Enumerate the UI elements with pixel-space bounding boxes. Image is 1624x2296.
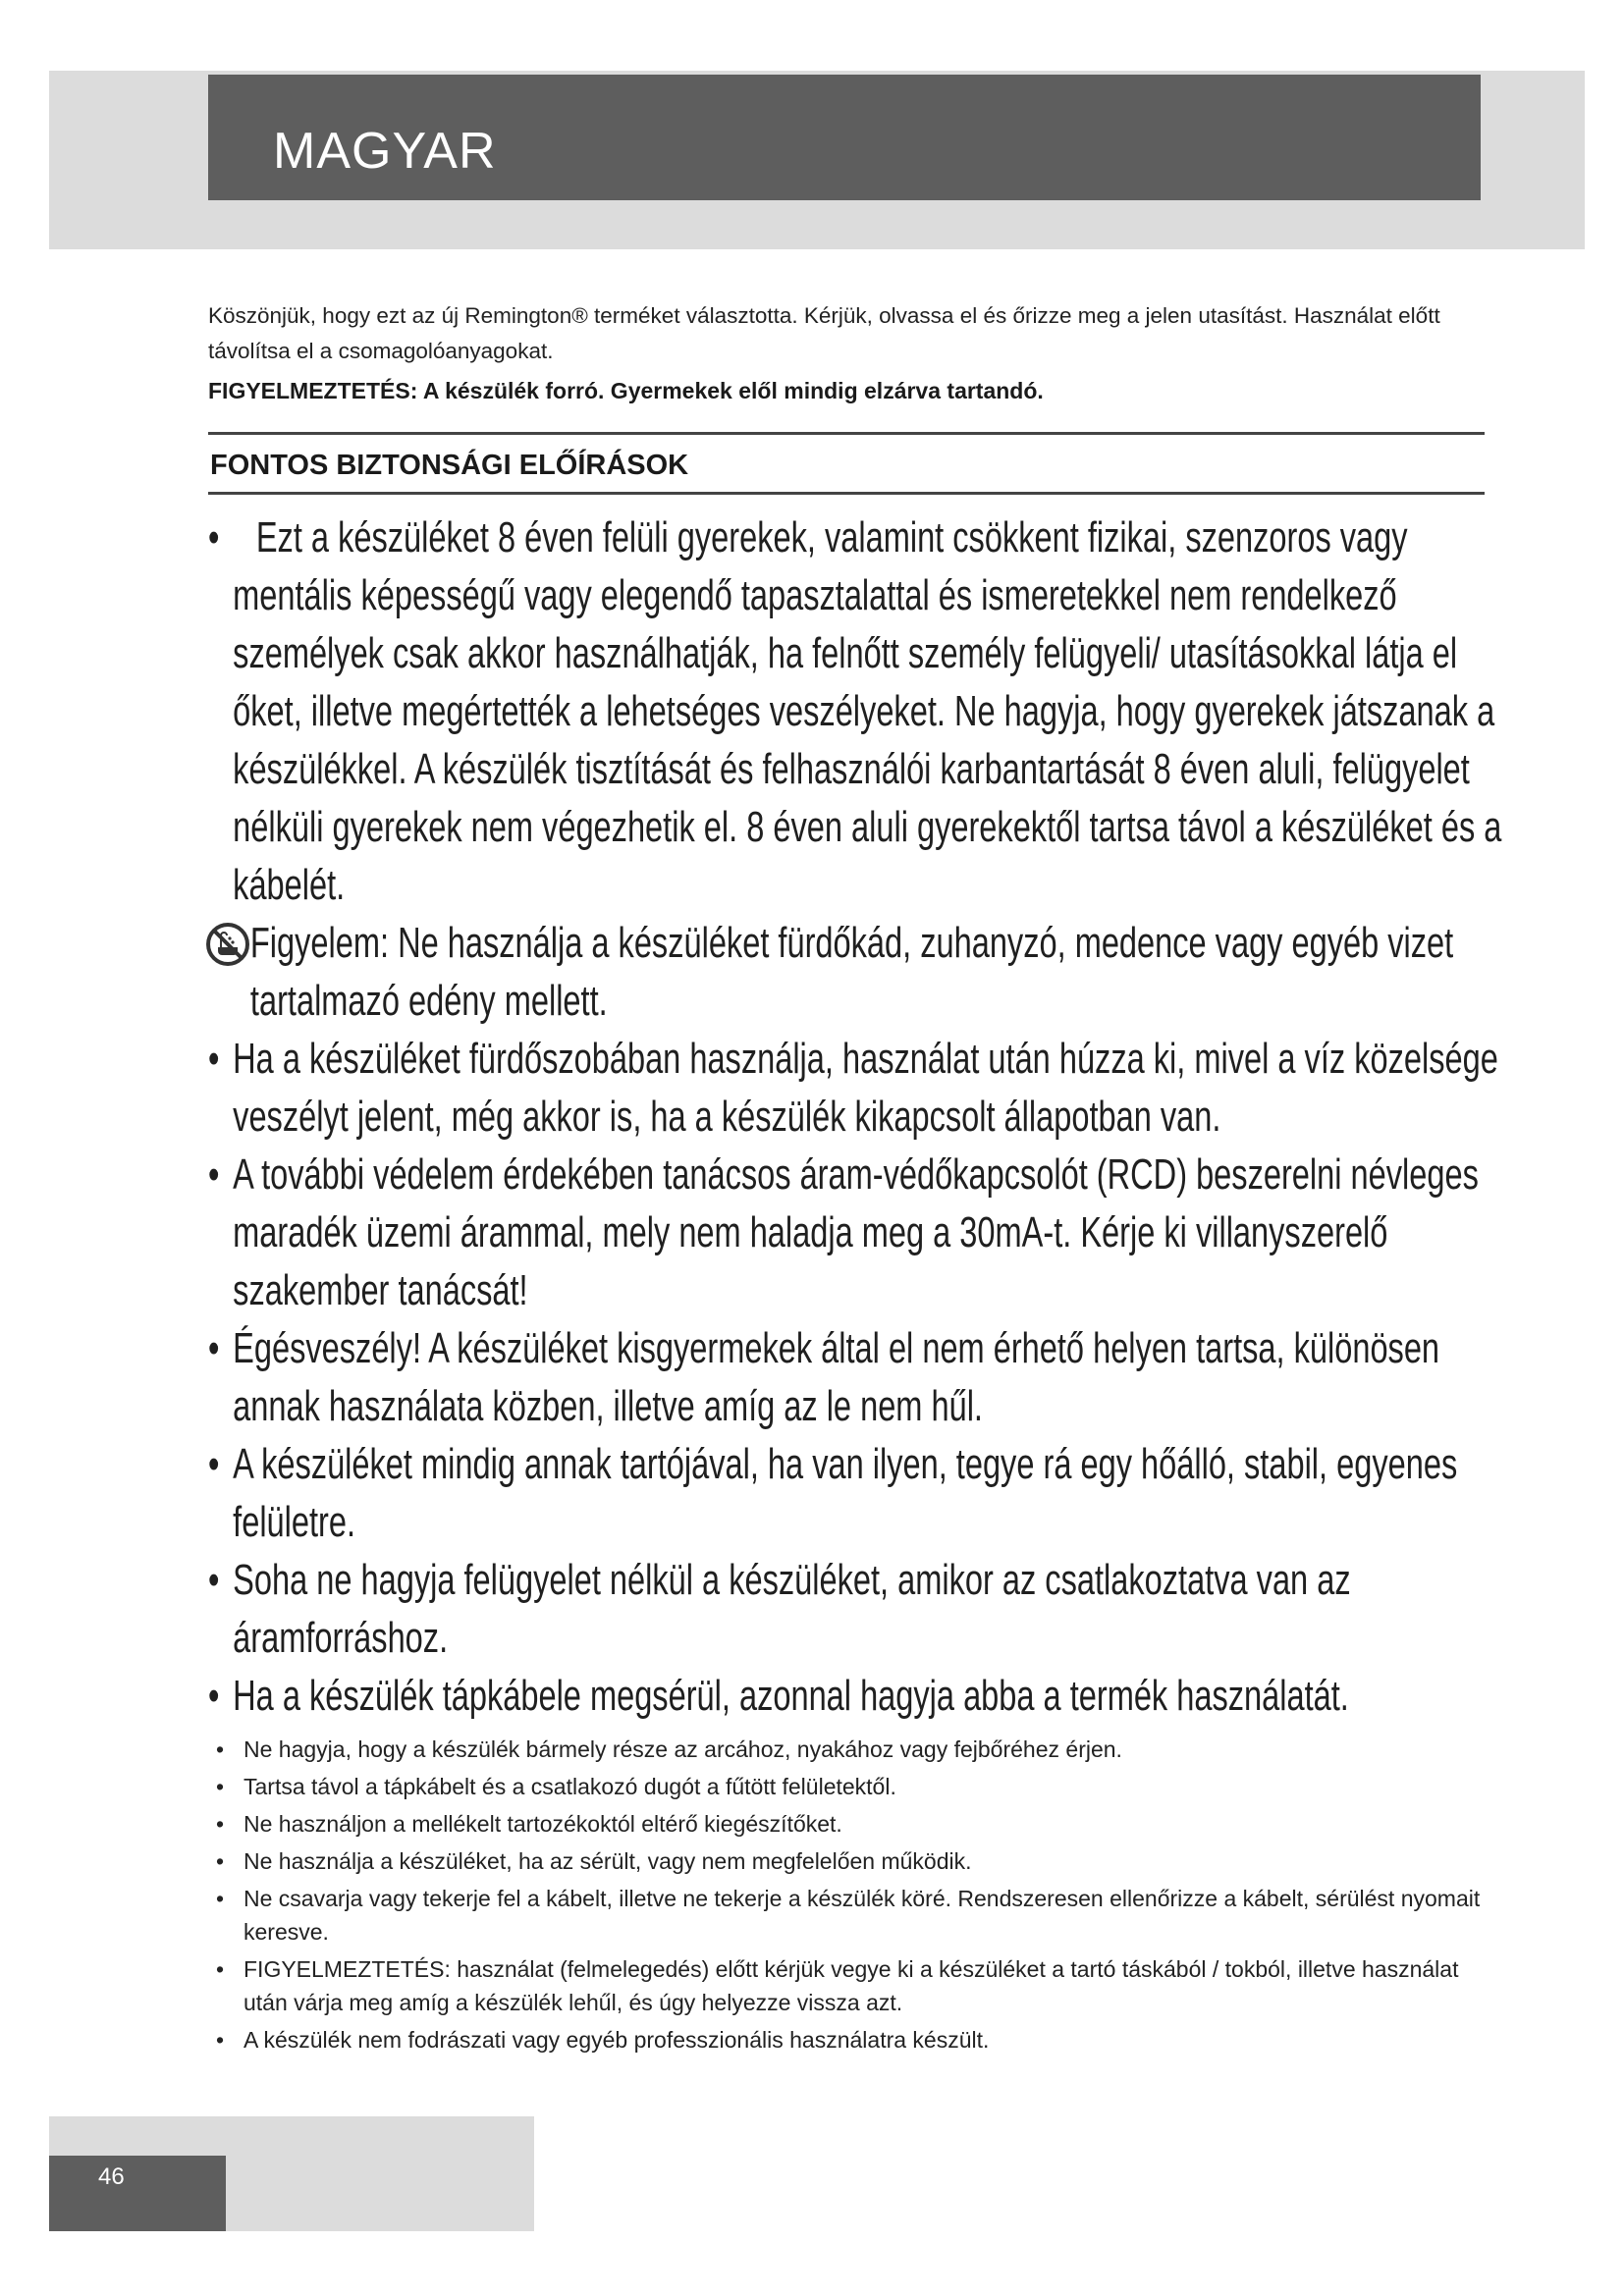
list-item: [208, 1807, 1485, 1841]
page-number: 46: [98, 2163, 125, 2190]
page-title: MAGYAR: [273, 123, 497, 180]
list-item-text: Égésveszély! A készüléket kisgyermekek által el nem érhető helyen tartsa, különösen annak használata közben, illetve amíg az le nem hűl.: [233, 1324, 1440, 1430]
list-item: [208, 1030, 1534, 1146]
list-item-text: A további védelem érdekében tanácsos áram-védőkapcsolót (RCD) beszerelni névleges maradék üzemi árammal, mely nem haladja meg a 30mA-t. Kérje ki villanyszerelő szakember tanácsát!: [233, 1150, 1479, 1314]
list-item: [208, 1551, 1534, 1667]
bullet: •: [216, 1736, 225, 1762]
list-item-text: A készüléket mindig annak tartójával, ha van ilyen, tegye rá egy hőálló, stabil, egyenes felületre.: [233, 1440, 1458, 1546]
bullet: •: [208, 1324, 220, 1372]
no-bath-water-icon: [205, 922, 250, 967]
list-item-text: Ha a készülék tápkábele megsérül, azonnal hagyja abba a termék használatát.: [233, 1672, 1349, 1720]
list-item: [208, 1667, 1534, 1725]
bullet: •: [216, 1811, 225, 1837]
list-item-text: Ha a készüléket fürdőszobában használja, használat után húzza ki, mivel a víz közelsége veszélyt jelent, még akkor is, ha a készülék kikapcsolt állapotban van.: [233, 1035, 1498, 1141]
list-item-text: FIGYELMEZTETÉS: használat (felmelegedés) előtt kérjük vegye ki a készüléket a tartó táskából / tokból, illetve használat után várja meg amíg a készülék lehűl, és úgy helyezze vissza azt.: [244, 1956, 1459, 2015]
safety-list-small: [208, 1733, 1485, 2056]
bullet: •: [208, 1440, 220, 1488]
water-warning-text: Figyelem: Ne használja a készüléket fürdőkád, zuhanyzó, medence vagy egyéb vizet tartalmazó edény mellett.: [249, 919, 1454, 1025]
list-item: [208, 1770, 1485, 1803]
list-item-text: Ezt a készüléket 8 éven felüli gyerekek, valamint csökkent fizikai, szenzoros vagy mentális képességű vagy elegendő tapasztalattal és ismeretekkel nem rendelkező személyek csak akkor használhatják, ha felnőtt személy felügyeli/ utasításokkal látja el őket, illetve megértették a lehetséges veszélyeket. Ne hagyja, hogy gyerekek játszanak a készülékkel. A készülék tisztítását és felhasználói karbantartását 8 éven aluli, felügyelet nélküli gyerekek nem végezhetik el. 8 éven aluli gyerekektől tartsa távol a készüléket és a kábelét.: [233, 513, 1502, 909]
list-item: [208, 1952, 1485, 2019]
bullet: •: [208, 1150, 220, 1199]
bullet: •: [208, 1556, 220, 1604]
list-item-text: Ne használja a készüléket, ha az sérült, vagy nem megfelelően működik.: [244, 1848, 972, 1874]
section-title: FONTOS BIZTONSÁGI ELŐÍRÁSOK: [210, 450, 689, 481]
footer-page-box: [49, 2156, 226, 2231]
list-item-text: Soha ne hagyja felügyelet nélkül a készüléket, amikor az csatlakoztatva van az áramforráshoz.: [233, 1556, 1351, 1662]
list-item-text: Ne hagyja, hogy a készülék bármely része az arcához, nyakához vagy fejbőréhez érjen.: [244, 1736, 1122, 1762]
bullet: •: [208, 513, 220, 561]
bullet: •: [208, 1672, 220, 1720]
intro-warning: FIGYELMEZTETÉS: A készülék forró. Gyermekek elől mindig elzárva tartandó.: [208, 378, 1044, 403]
section-divider-bottom: [208, 492, 1485, 495]
bullet: •: [216, 1848, 225, 1874]
bullet: •: [216, 1956, 225, 1982]
list-item-text: A készülék nem fodrászati vagy egyéb professzionális használatra készült.: [244, 2027, 990, 2053]
safety-list-large: [208, 508, 1502, 1725]
list-item: [208, 1844, 1485, 1878]
list-item-text: Ne csavarja vagy tekerje fel a kábelt, illetve ne tekerje a készülék köré. Rendszeresen ellenőrizze a kábelt, sérülést nyomait keresve.: [244, 1886, 1481, 1945]
list-item-text: Ne használjon a mellékelt tartozékoktól eltérő kiegészítőket.: [244, 1811, 842, 1837]
water-warning-row: [208, 914, 1509, 1030]
main-content: [208, 298, 1502, 2060]
intro-text: Köszönjük, hogy ezt az új Remington® terméket választotta. Kérjük, olvassa el és őrizze meg a jelen utasítást. Használat előtt távolítsa el a csomagolóanyagokat.: [208, 303, 1440, 363]
water-warning-item: [208, 914, 1509, 1030]
list-item: [208, 1882, 1485, 1949]
bullet: •: [208, 1035, 220, 1083]
list-item: [208, 1146, 1534, 1319]
bullet: •: [216, 1774, 225, 1799]
bullet: •: [216, 2027, 225, 2053]
list-item: [208, 508, 1534, 914]
list-item: [208, 2023, 1485, 2056]
bullet: •: [216, 1886, 225, 1911]
list-item: [208, 1319, 1534, 1435]
list-item: [208, 1733, 1485, 1766]
list-item: [208, 1435, 1534, 1551]
list-item-text: Tartsa távol a tápkábelt és a csatlakozó dugót a fűtött felületektől.: [244, 1774, 896, 1799]
